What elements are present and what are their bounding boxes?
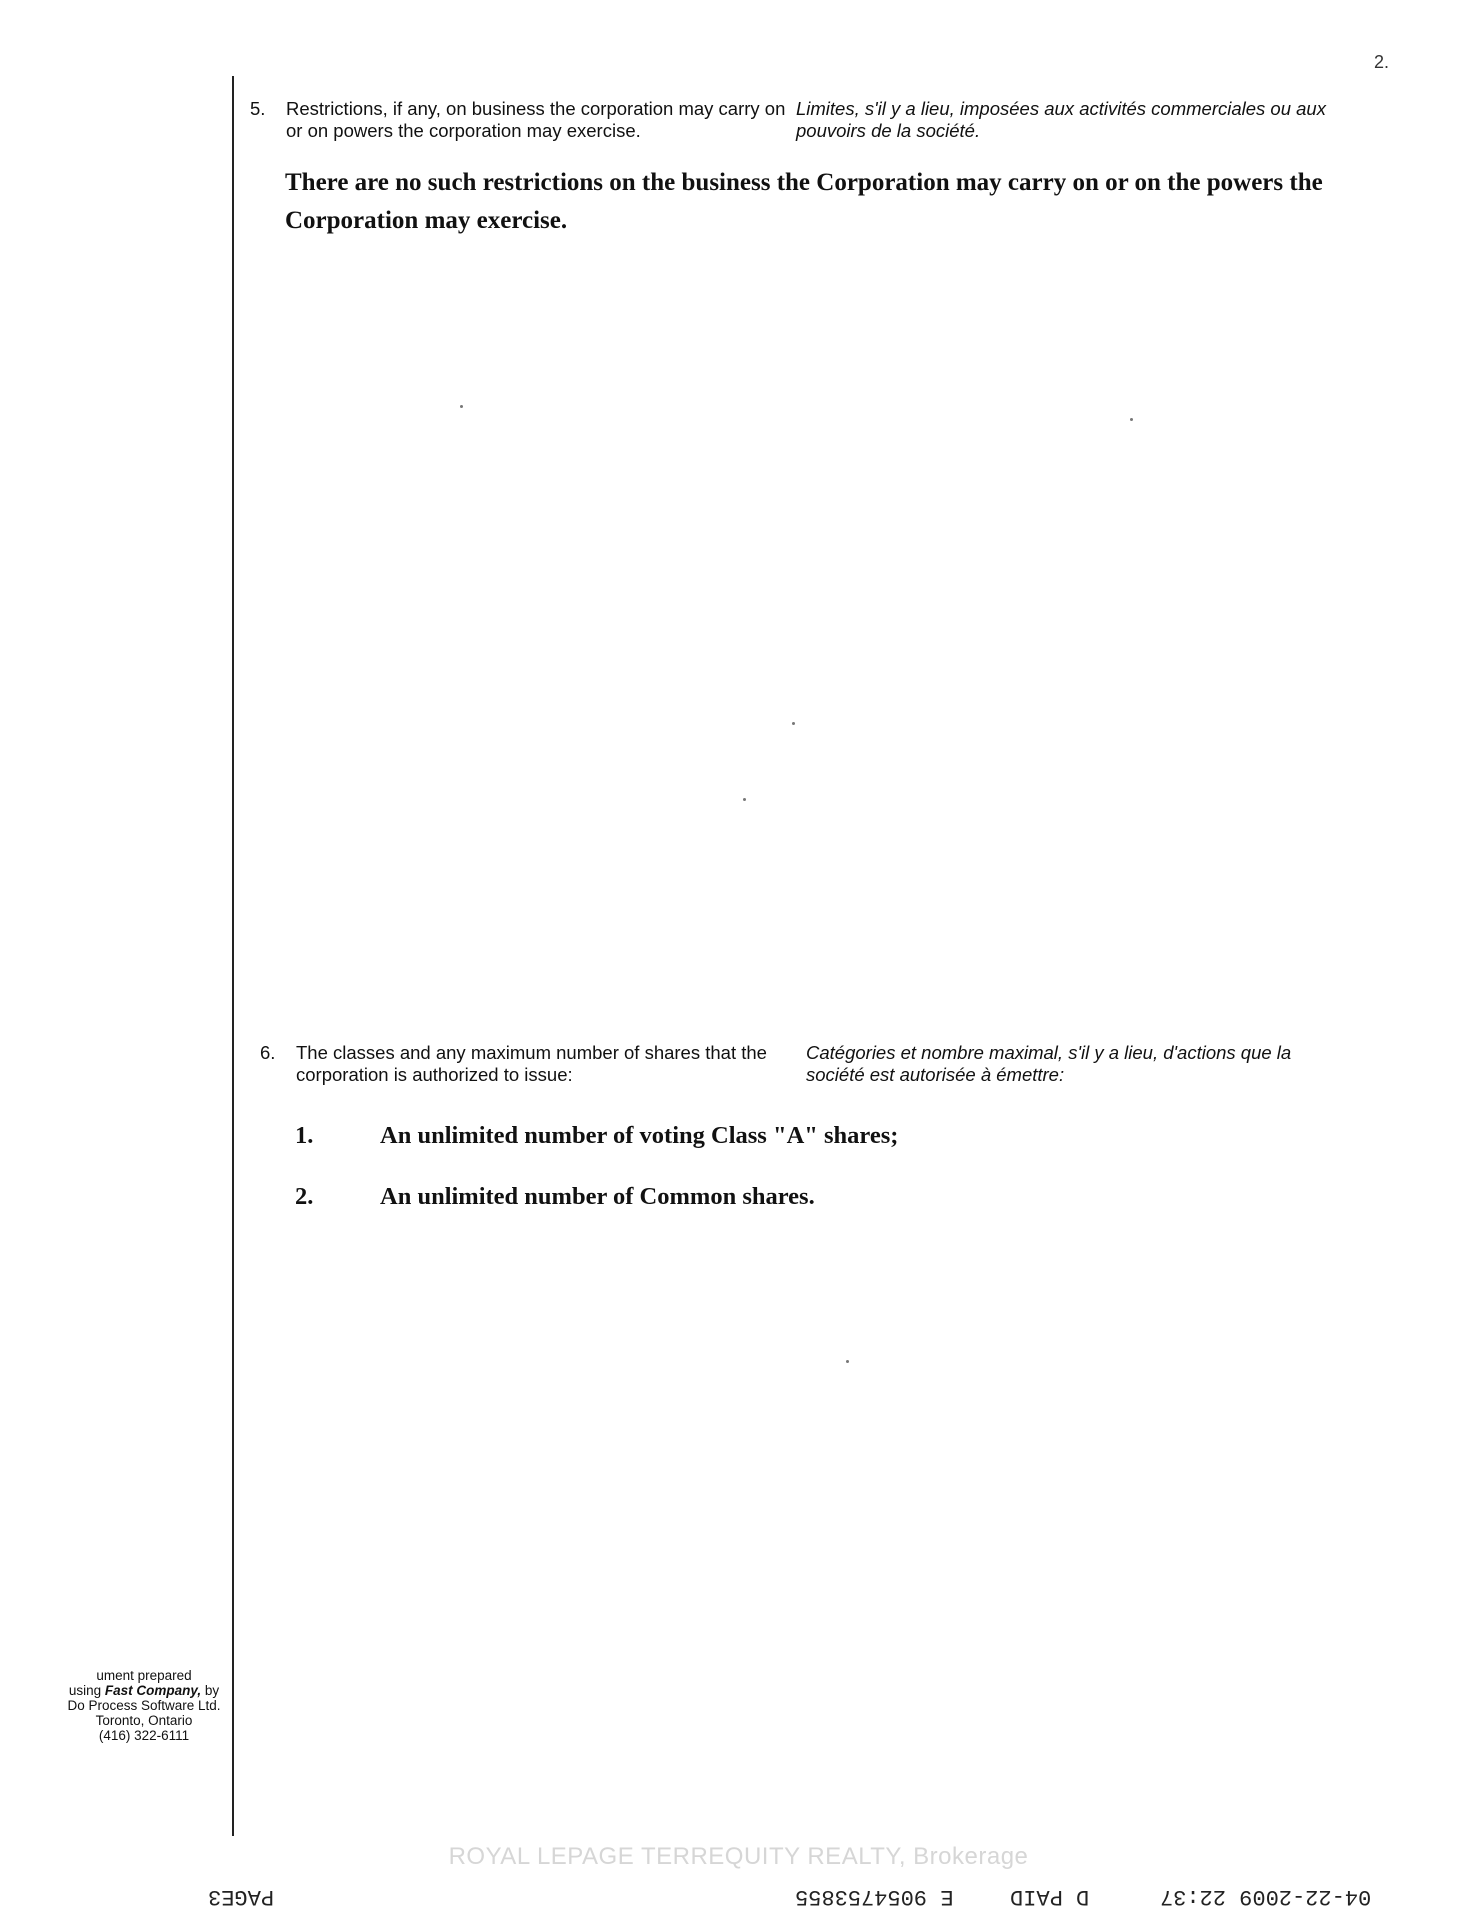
section-6-label-en: The classes and any maximum number of shares that the corporation is authorized to issue: [296,1042,767,1085]
scan-speck [1130,418,1133,421]
scan-speck [743,798,746,801]
fax-datetime: 04-22-2009 22:37 [1160,1884,1372,1909]
credit-line-3: Do Process Software Ltd. [67,1698,221,1713]
fax-number: E 9054753855 [795,1884,954,1909]
credit-line-5: (416) 322-6111 [98,1728,190,1743]
credit-line-1: ument prepared [96,1668,192,1683]
fax-status: D PAID [1010,1884,1090,1909]
section-5-label-fr: Limites, s'il y a lieu, imposées aux activités commerciales ou aux pouvoirs de la société. [796,98,1326,141]
section-6-header [260,1042,1360,1086]
share-class-item-number: 1. [295,1122,314,1149]
share-class-item-text: An unlimited number of Common shares. [380,1183,815,1210]
share-class-item-text: An unlimited number of voting Class "A" shares; [380,1122,899,1149]
scan-speck [460,405,463,408]
share-class-item [295,1122,898,1150]
share-class-item [295,1183,815,1211]
section-5-number: 5. [250,98,266,119]
section-5-body: There are no such restrictions on the business the Corporation may carry on or on the powers the Corporation may exercise. [285,169,1323,234]
scan-speck [846,1360,849,1363]
scan-speck [792,722,795,725]
share-class-item-number: 2. [295,1183,314,1210]
credit-line-4: Toronto, Ontario [95,1713,193,1728]
section-6-number: 6. [260,1042,276,1063]
brokerage-watermark: ROYAL LEPAGE TERREQUITY REALTY, Brokerage [448,1843,1029,1870]
fax-page-label: PAGE3 [208,1884,275,1909]
section-5-label-en: Restrictions, if any, on business the corporation may carry on or on powers the corporation may exercise. [286,98,786,141]
section-6-label-fr: Catégories et nombre maximal, s'il y a lieu, d'actions que la société est autorisée à émettre: [806,1042,1292,1085]
credit-product-name: Fast Company, [104,1683,202,1698]
credit-line-2: using Fast Company, by [68,1683,220,1698]
section-5-header [250,98,1350,142]
document-credit [58,1668,230,1743]
left-margin-rule [232,76,234,1836]
page-number: 2. [1373,52,1389,72]
